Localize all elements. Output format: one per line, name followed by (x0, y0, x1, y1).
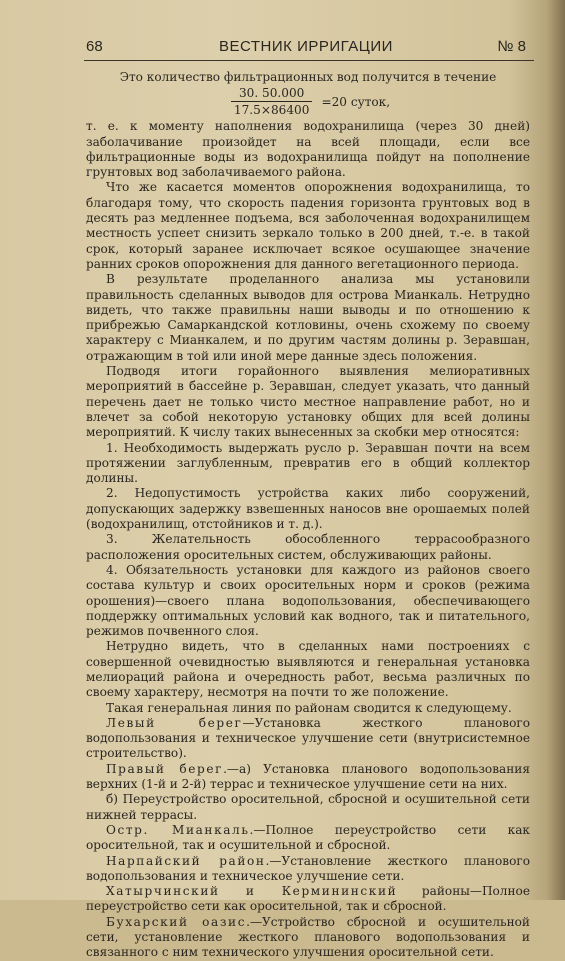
formula-intro: Это количество фильтрационных вод получится в течение (119, 70, 497, 84)
measure-name: Правый берег (106, 761, 224, 776)
page-number: 68 (86, 38, 103, 55)
formula-numerator: 30. 50.000 (231, 86, 312, 102)
measure-name: Нарпайский район (106, 853, 266, 868)
measure-text: .—Устройство сбросной и осушительной сети, установление жесткого планового водопользования и связанного с ним технического улучшения оросительной сети. (86, 914, 530, 960)
measure-bukhara (86, 915, 530, 961)
issue-number: № 8 (497, 38, 526, 55)
page-spine-shadow (547, 0, 565, 900)
measure-right-bank-b: б) Переустройство оросительной, сбросной и осушительной сети нижней террасы. (86, 792, 530, 822)
measure-left-bank (86, 716, 530, 762)
measure-name: Остр. Мианкаль (106, 822, 250, 837)
formula-denominator: 17.5×86400 (233, 103, 310, 118)
measure-name: Левый берег (106, 715, 243, 730)
journal-title: ВЕСТНИК ИРРИГАЦИИ (219, 38, 393, 55)
measure-khatyrchi (86, 884, 530, 915)
measure-name: Хатырчинский и Кермининский (106, 884, 398, 899)
list-item: 2. Недопустимость устройства каких либо сооружений, допускающих задержку взвешенных наносов вне орошаемых полей (водохранилищ, отстойников и т. д.). (86, 486, 530, 532)
measure-text: .—Полное переустройство сети как оросительной, так и осушительной и сбросной. (86, 822, 530, 853)
paragraph: Нетрудно видеть, что в сделанных нами построениях с совершенной очевидностью выявляются и генеральная установка мелиораций района и очередность работ, весьма различных по своему характеру, несмотря на почти то же положение. (86, 639, 530, 700)
paragraph: В результате проделанного анализа мы установили правильность сделанных выводов для острова Мианкаль. Нетрудно видеть, что также правильны наши выводы и по отношению к прибрежью Самаркандской котловины, очень схожему по своему характеру с Мианкалем, и по другим частям долины р. Зеравшан, отражающим в той или иной мере данные здесь положения. (86, 272, 530, 363)
list-item: 1. Необходимость выдержать русло р. Зеравшан почти на всем протяжении заглубленным, превратив его в общий коллектор долины. (86, 440, 530, 486)
formula-fraction (226, 86, 318, 118)
paragraph: т. е. к моменту наполнения водохранилища (через 30 дней) заболачивание произойдет на всей площади, если все фильтрационные воды из водохранилища пойдут на пополнение грунтовых вод заболачиваемого района. (86, 119, 530, 180)
measure-right-bank (86, 762, 530, 793)
page-header (86, 38, 526, 60)
list-item: 4. Обязательность установки для каждого из районов своего состава культур и своих оросительных норм и сроков (режима орошения)—своего плана водопользования, обеспечивающего поддержку оптимальных условий как водного, так и питательного, режимов почвенного слоя. (86, 562, 530, 639)
formula (86, 85, 530, 119)
list-item: 3. Желательность обособленного террасообразного расположения оросительных систем, обслуживающих районы. (86, 532, 530, 562)
article-body (86, 70, 530, 961)
measure-name: Бухарский оазис (106, 914, 247, 929)
paragraph: Что же касается моментов опорожнения водохранилища, то благодаря тому, что скорость падения горизонта грунтовых вод в десять раз медленнее подъема, вся заболоченная водохранилищем местность успеет снизить зеркало только в 200 дней, т.-е. в такой срок, который заранее исключает всякое осушающее значение ранних сроков опорожнения для данного вегетационного периода. (86, 180, 530, 271)
paragraph: Подводя итоги горайонного выявления мелиоративных мероприятий в бассейне р. Зеравшан, следует указать, что данный перечень дает не только чисто местное направление работ, но и влечет за собой некоторую установку общих для всей долины мероприятий. К числу таких вынесенных за скобки мер относятся: (86, 364, 530, 440)
paragraph: Такая генеральная линия по районам сводится к следующему. (106, 700, 512, 715)
measure-text: районы—Полное переустройство сети как оросительной, так и сбросной. (86, 884, 530, 914)
measure-text: .—а) Установка планового водопользования верхних (1-й и 2-й) террас и техническое улучшение сети на них. (86, 761, 530, 792)
formula-result: =20 суток, (321, 94, 391, 109)
measure-narpai (86, 854, 530, 885)
header-rule (84, 60, 534, 61)
measure-miankal (86, 823, 530, 854)
measure-text: .—Установление жесткого планового водопользования и техническое улучшение сети. (86, 853, 530, 883)
measure-text: —Установка жесткого планового водопользования и техническое улучшение сети (внутрисистемное строительство). (86, 715, 530, 761)
